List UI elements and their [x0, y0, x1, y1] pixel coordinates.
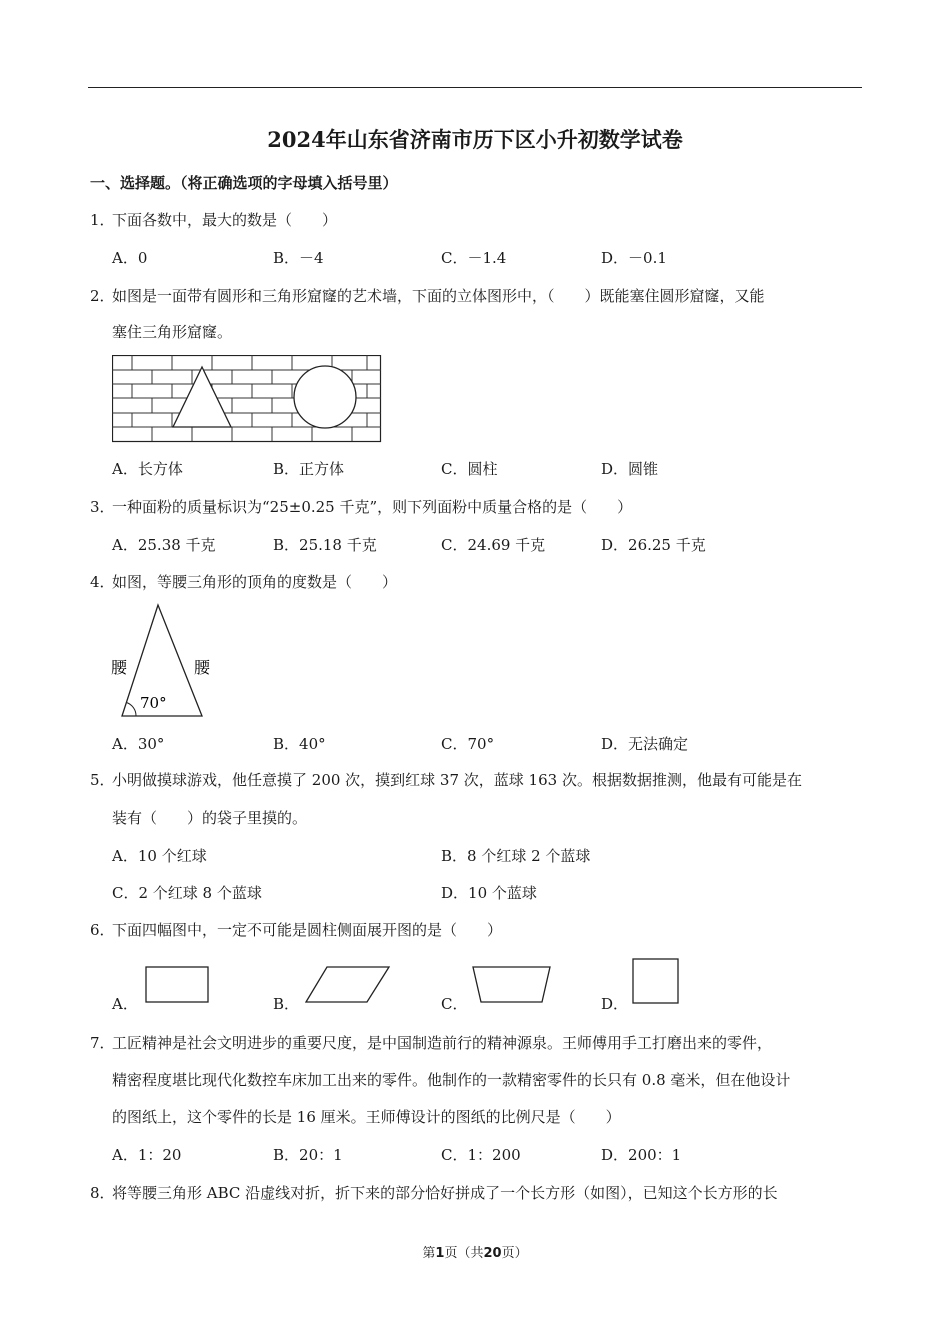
- option-c: C．: [441, 995, 468, 1013]
- question-text: 如图，等腰三角形的顶角的度数是（ ）: [112, 573, 398, 591]
- option-d: D．26.25 千克: [601, 536, 706, 554]
- option-d: D．: [601, 995, 629, 1013]
- option-d: D．－0.1: [601, 249, 667, 267]
- option-b: B．20：1: [273, 1146, 343, 1164]
- option-c: C．－1.4: [441, 249, 507, 267]
- question-text: 如图是一面带有圆形和三角形窟窿的艺术墙，下面的立体图形中，（ ）既能塞住圆形窟窿，又能: [112, 287, 765, 305]
- rectangle-shape: [145, 966, 211, 1004]
- question-text-continued: 精密程度堪比现代化数控车床加工出来的零件。他制作的一款精密零件的长只有 0.8 毫米，但在他设计: [112, 1071, 791, 1089]
- angle-arc: [127, 703, 137, 717]
- question-number: 5．: [90, 771, 115, 789]
- option-b: B．8 个红球 2 个蓝球: [441, 847, 591, 865]
- question-number: 2．: [90, 287, 115, 305]
- question-5: [90, 769, 802, 790]
- option-c: C．1：200: [441, 1146, 521, 1164]
- question-number: 8．: [90, 1184, 115, 1202]
- page-total: 20: [483, 1246, 502, 1261]
- trapezoid-shape: [472, 966, 552, 1004]
- question-text-continued: 装有（ ）的袋子里摸的。: [112, 809, 308, 827]
- option-d: D．200：1: [601, 1146, 682, 1164]
- header-rule: [88, 87, 862, 88]
- option-d: D．10 个蓝球: [441, 884, 537, 902]
- option-a: A．: [112, 995, 138, 1013]
- angle-label: 70°: [140, 694, 167, 712]
- option-d: D．无法确定: [601, 735, 689, 753]
- circle-hole: [294, 366, 356, 428]
- page-footer: 第1页（共20页）: [422, 1246, 528, 1261]
- question-number: 3．: [90, 498, 115, 516]
- question-text: 小明做摸球游戏，他任意摸了 200 次，摸到红球 37 次，蓝球 163 次。根据数据推测，他最有可能是在: [112, 771, 802, 789]
- option-a: A．1：20: [112, 1146, 182, 1164]
- question-text-continued: 的图纸上，这个零件的长是 16 厘米。王师傅设计的图纸的比例尺是（ ）: [112, 1108, 621, 1126]
- left-side-label: 腰: [111, 658, 128, 677]
- option-c: C．圆柱: [441, 460, 498, 478]
- question-text: 工匠精神是社会文明进步的重要尺度，是中国制造前行的精神源泉。王师傅用手工打磨出来的零件，: [112, 1034, 773, 1052]
- question-3: [90, 496, 632, 517]
- option-a: A．长方体: [112, 460, 183, 478]
- section-heading: 一、选择题。（将正确选项的字母填入括号里）: [90, 174, 398, 192]
- question-4: [90, 571, 397, 592]
- option-b: B．40°: [273, 735, 326, 753]
- page-number: 1: [435, 1246, 445, 1261]
- option-c: C．70°: [441, 735, 495, 753]
- option-d: D．圆锥: [601, 460, 659, 478]
- option-c: C．24.69 千克: [441, 536, 546, 554]
- question-1: [90, 209, 337, 230]
- question-text: 下面四幅图中，一定不可能是圆柱侧面展开图的是（ ）: [112, 921, 503, 939]
- right-side-label: 腰: [194, 658, 211, 677]
- question-text-continued: 塞住三角形窟窿。: [112, 323, 233, 341]
- option-a: A．10 个红球: [112, 847, 207, 865]
- question-text: 将等腰三角形 ABC 沿虚线对折，折下来的部分恰好拼成了一个长方形（如图），已知这个长方形的长: [112, 1184, 778, 1202]
- option-a: A．30°: [112, 735, 165, 753]
- question-8: [90, 1182, 778, 1203]
- option-b: B．正方体: [273, 460, 345, 478]
- question-number: 1．: [90, 211, 115, 229]
- brick-wall-figure: [112, 355, 382, 443]
- question-text: 下面各数中，最大的数是（ ）: [112, 211, 338, 229]
- question-2: [90, 285, 765, 306]
- option-b: B．25.18 千克: [273, 536, 377, 554]
- question-number: 6．: [90, 921, 115, 939]
- option-a: A．25.38 千克: [112, 536, 216, 554]
- square-shape: [632, 958, 680, 1005]
- exam-title: 2024年山东省济南市历下区小升初数学试卷: [267, 127, 683, 152]
- question-7: [90, 1032, 772, 1053]
- parallelogram-shape: [305, 966, 391, 1004]
- question-number: 7．: [90, 1034, 115, 1052]
- option-a: A．0: [112, 249, 148, 267]
- question-6: [90, 919, 502, 940]
- option-c: C．2 个红球 8 个蓝球: [112, 884, 262, 902]
- isosceles-triangle-figure: [108, 602, 220, 720]
- question-number: 4．: [90, 573, 115, 591]
- option-b: B．－4: [273, 249, 324, 267]
- question-text: 一种面粉的质量标识为“25±0.25 千克”，则下列面粉中质量合格的是（ ）: [112, 498, 633, 516]
- option-b: B．: [273, 995, 300, 1013]
